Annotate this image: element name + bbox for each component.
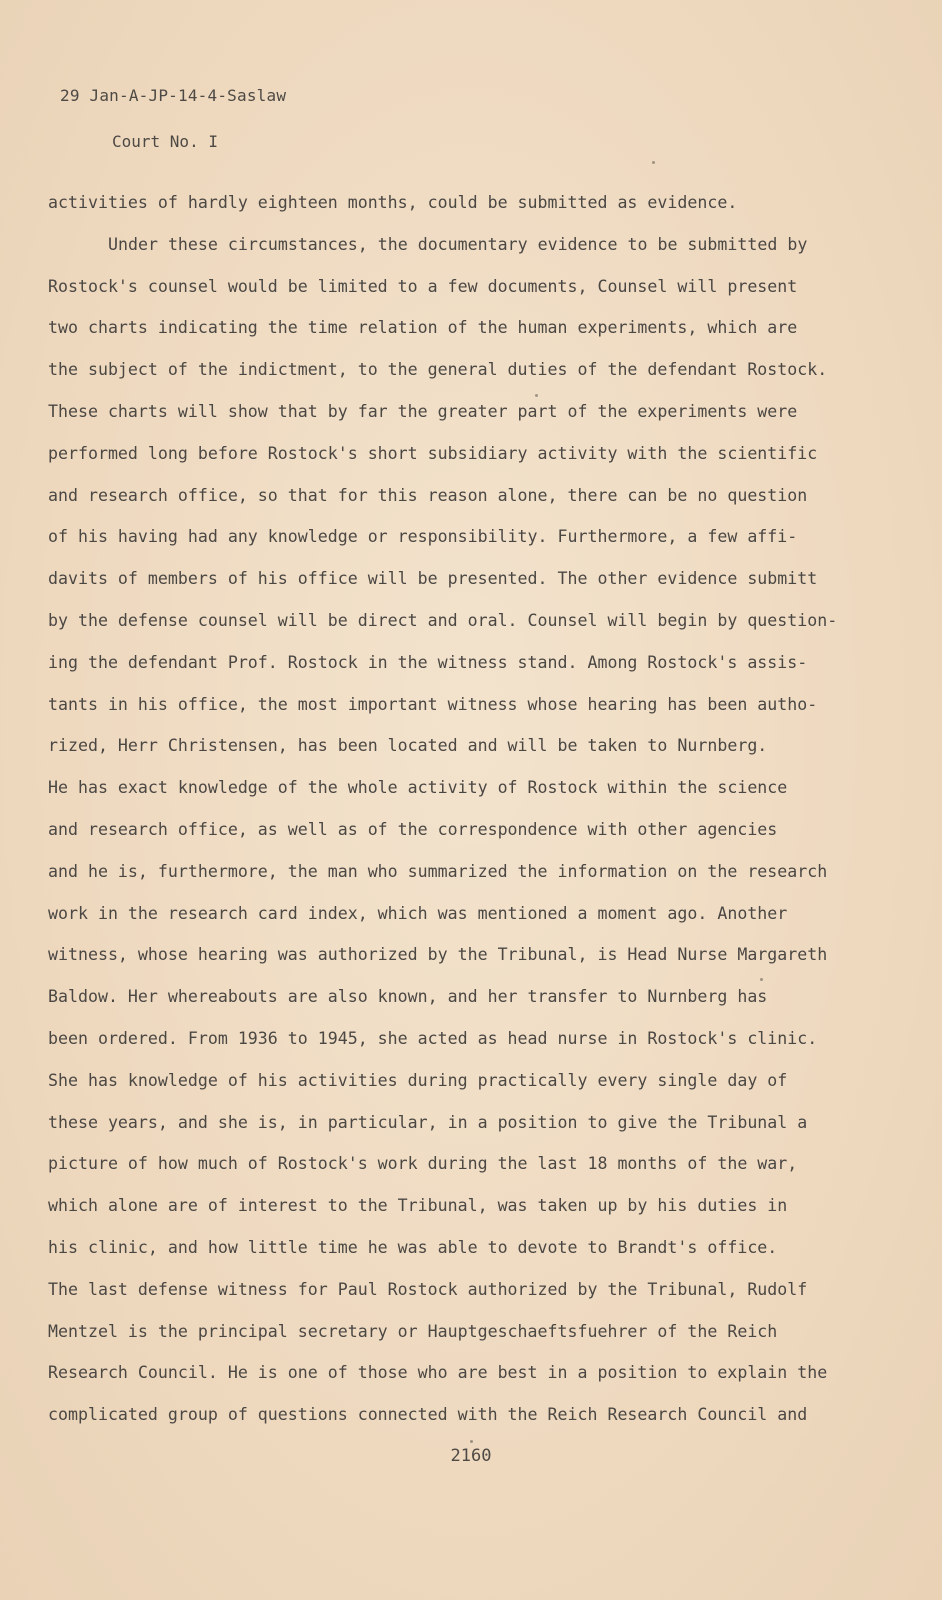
- transcript-line: She has knowledge of his activities during practically every single day of: [48, 1070, 788, 1090]
- transcript-line: He has exact knowledge of the whole activity of Rostock within the science: [48, 778, 788, 798]
- transcript-line: and research office, so that for this reason alone, there can be no question: [48, 485, 808, 505]
- paper-speck: [535, 394, 538, 397]
- transcript-line: tants in his office, the most important witness whose hearing has been autho-: [48, 694, 818, 714]
- transcript-line: Mentzel is the principal secretary or Hauptgeschaeftsfuehrer of the Reich: [48, 1321, 778, 1341]
- transcript-line: by the defense counsel will be direct and oral. Counsel will begin by question-: [48, 610, 838, 630]
- transcript-line: Baldow. Her whereabouts are also known, and her transfer to Nurnberg has: [48, 987, 768, 1007]
- transcript-body: [48, 182, 900, 1436]
- paper-speck: [652, 161, 655, 164]
- transcript-line: which alone are of interest to the Tribunal, was taken up by his duties in: [48, 1196, 788, 1216]
- transcript-line: witness, whose hearing was authorized by the Tribunal, is Head Nurse Margareth: [48, 945, 828, 965]
- court-label: Court No. I: [112, 132, 218, 151]
- transcript-line: performed long before Rostock's short subsidiary activity with the scientific: [48, 443, 818, 463]
- transcript-line: his clinic, and how little time he was able to devote to Brandt's office.: [48, 1237, 778, 1257]
- transcript-line: work in the research card index, which was mentioned a moment ago. Another: [48, 903, 788, 923]
- transcript-line: of his having had any knowledge or responsibility. Furthermore, a few affi-: [48, 527, 798, 547]
- transcript-line: these years, and she is, in particular, in a position to give the Tribunal a: [48, 1112, 808, 1132]
- paper-speck: [760, 978, 763, 981]
- transcript-line: ing the defendant Prof. Rostock in the witness stand. Among Rostock's assis-: [48, 652, 808, 672]
- document-reference: 29 Jan-A-JP-14-4-Saslaw: [60, 86, 287, 105]
- transcript-line: activities of hardly eighteen months, could be submitted as evidence.: [48, 193, 738, 212]
- transcript-line: complicated group of questions connected with the Reich Research Council and: [48, 1405, 808, 1425]
- transcript-line: davits of members of his office will be presented. The other evidence submitt: [48, 569, 818, 589]
- paper-speck: [470, 1440, 473, 1443]
- transcript-line: and research office, as well as of the correspondence with other agencies: [48, 819, 778, 839]
- transcript-line: the subject of the indictment, to the general duties of the defendant Rostock.: [48, 360, 828, 380]
- transcript-line: Under these circumstances, the documentary evidence to be submitted by: [108, 234, 808, 254]
- page-number: 2160: [450, 1446, 492, 1466]
- transcript-line: The last defense witness for Paul Rostock authorized by the Tribunal, Rudolf: [48, 1279, 808, 1299]
- transcript-line: rized, Herr Christensen, has been located and will be taken to Nurnberg.: [48, 736, 768, 756]
- transcript-line: Rostock's counsel would be limited to a few documents, Counsel will present: [48, 276, 798, 296]
- transcript-line: These charts will show that by far the greater part of the experiments were: [48, 401, 798, 421]
- transcript-line: been ordered. From 1936 to 1945, she acted as head nurse in Rostock's clinic.: [48, 1028, 818, 1048]
- transcript-line: Research Council. He is one of those who are best in a position to explain the: [48, 1363, 828, 1383]
- transcript-line: two charts indicating the time relation of the human experiments, which are: [48, 318, 798, 338]
- transcript-line: and he is, furthermore, the man who summarized the information on the research: [48, 861, 828, 881]
- transcript-line: picture of how much of Rostock's work during the last 18 months of the war,: [48, 1154, 798, 1174]
